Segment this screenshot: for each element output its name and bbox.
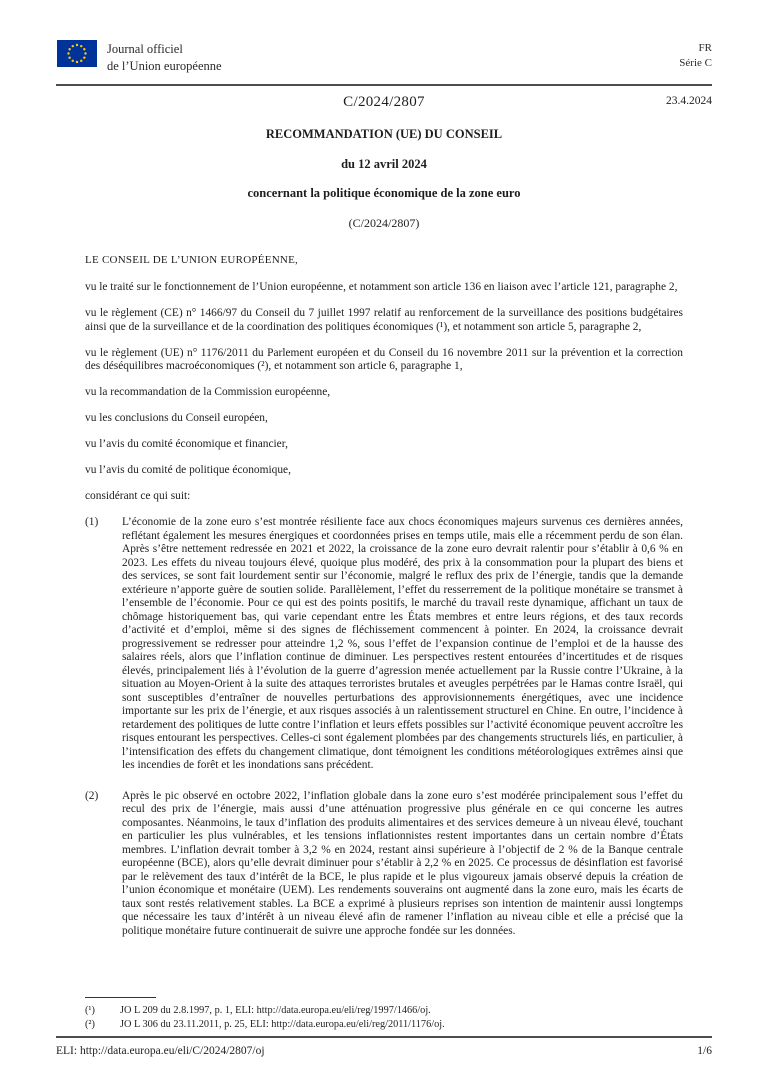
- series-label: Série C: [679, 56, 712, 69]
- recitals: [85, 516, 683, 938]
- footnote-2-marker: (²): [85, 1019, 95, 1030]
- footnote-separator: [85, 997, 156, 998]
- recital-2-number: (2): [85, 789, 99, 802]
- doc-number: C/2024/2807: [343, 94, 425, 110]
- docnum-row: [56, 94, 712, 114]
- recital-1: [85, 516, 683, 773]
- footnotes-block: [85, 997, 683, 1032]
- footer: [56, 1045, 712, 1057]
- footnote-1-text: JO L 209 du 2.8.1997, p. 1, ELI: http://data.europa.eu/eli/reg/1997/1466/oj.: [120, 1005, 431, 1016]
- citation-considering: considérant ce qui suit:: [85, 490, 191, 502]
- citation-commission-recommendation: vu la recommandation de la Commission européenne,: [85, 386, 331, 398]
- recital-1-text: L’économie de la zone euro s’est montrée résiliente face aux chocs économiques majeurs survenus ces dernières années, reflétant également les mesures énergiques et coordonnées prises en temps utile, mais elle a récemment perdu de son élan. Après s’être nettement redressée en 2021 et 2022, la croissance de la zone euro devrait ralentir pour s’établir à 0,6 % en 2023. Les effets du niveau toujours élevé, quoique plus modéré, des prix à la consommation pour la plupart des biens et des services, se sont fait lourdement sentir sur l’économie, malgré le reflux des prix de l’énergie, tandis que la demande extérieure n’apporte guère de soutien solide. Parallèlement, l’effet du resserrement de la politique monétaire se transmet à l’ensemble de l’économie. Pour ce qui est des points positifs, le marché du travail reste dynamique, affichant un taux de chômage historiquement bas, qui varie cependant entre les États membres et entre leurs régions, et des taux records d’activité et d’emploi, même si des signes de fléchissement commencent à pointer. En 2024, la croissance devrait progressivement se redresser pour atteindre 1,2 %, sous l’effet de l’expansion continue de l’emploi et de la hausse des salaires réels, alors que l’inflation continue de diminuer. Les perspectives restent entourées d’incertitudes et de risques élevés, principalement liés à l’évolution de la guerre d’agression menée actuellement par la Russie contre l’Ukraine, à la situation au Moyen-Orient à la suite des attaques terroristes brutales et aveugles perpétrées par le Hamas contre Israël, qui sont susceptibles d’entraîner de nouvelles perturbations des approvisionnements énergétiques, avec une incidence importante sur les prix de l’énergie, et aux risques associés à un ralentissement structurel en Chine. En outre, l’incidence à retardement des politiques de lutte contre l’inflation et leurs effets possibles sur l’activité économique peuvent accroître les risques entourant les perspectives. Celles-ci sont également plombées par des changements structurels liés, en particulier, à l’intensification des effets du changement climatique, dont témoignent les conditions météorologiques extrêmes ainsi que les incendies de forêt et les inondations sans précédent.: [122, 516, 683, 771]
- recital-2: [85, 790, 683, 939]
- recital-2-text: Après le pic observé en octobre 2022, l’inflation globale dans la zone euro s’est modérée principalement sous l’effet du recul des prix de l’énergie, mais aussi d’une atténuation progressive plus générale en ce qui concerne les autres composantes. Néanmoins, le taux d’inflation des produits alimentaires et des services demeure à un niveau élevé, touchant en particulier les plus vulnérables, et les tensions inflationnistes restent importantes dans un certain nombre d’États membres. L’inflation devrait tomber à 3,2 % en 2024, restant ainsi supérieure à l’objectif de 2 % de la Banque centrale européenne (BCE), alors qu’elle devrait diminuer pour s’établir à 2,2 % en 2025. Ce processus de désinflation est favorisé par le relèvement des taux d’intérêt de la BCE, le plus rapide et le plus vigoureux jamais observé depuis la création de l’union économique et monétaire (UEM). Les rendements souverains ont augmenté dans la zone euro, mais les écarts de taux sont restés relativement stables. La BCE a exprimé à plusieurs reprises son intention de maintenir aussi longtemps que nécessaire les taux d’intérêt à un niveau élevé afin de ramener l’inflation au niveau cible et elle a précisé que la politique monétaire future continuerait de suivre une approche fondée sur les données.: [122, 789, 683, 937]
- title-line-2: du 12 avril 2024: [341, 156, 427, 171]
- footer-rule: [56, 1036, 712, 1038]
- citation-council-conclusions: vu les conclusions du Conseil européen,: [85, 412, 268, 424]
- footnote-2-text: JO L 306 du 23.11.2011, p. 25, ELI: http://data.europa.eu/eli/reg/2011/1176/oj.: [120, 1019, 445, 1030]
- title-block: [0, 127, 768, 231]
- citation-epc-opinion: vu l’avis du comité de politique économique,: [85, 464, 291, 476]
- footer-page-number: 1/6: [697, 1045, 712, 1057]
- journal-title-line2: de l’Union européenne: [107, 58, 222, 73]
- citation-efc-opinion: vu l’avis du comité économique et financier,: [85, 438, 288, 450]
- header-language-block: [679, 40, 712, 70]
- footnote-1: [85, 1004, 683, 1018]
- journal-title-line1: Journal officiel: [107, 42, 183, 56]
- language-code: FR: [698, 42, 712, 54]
- eu-flag-icon: [57, 40, 97, 67]
- preamble-opening: LE CONSEIL DE L’UNION EUROPÉENNE,: [85, 253, 299, 266]
- citation-treaty: vu le traité sur le fonctionnement de l’Union européenne, et notamment son article 136 en liaison avec l’article 121, paragraphe 2,: [85, 281, 678, 293]
- footnote-2: [85, 1018, 683, 1032]
- doc-date: 23.4.2024: [666, 95, 712, 107]
- journal-title: [107, 40, 222, 74]
- footnote-1-marker: (¹): [85, 1005, 95, 1016]
- footer-eli: ELI: http://data.europa.eu/eli/C/2024/2807/oj: [56, 1045, 265, 1057]
- citation-regulation-1466-97: vu le règlement (CE) n° 1466/97 du Conseil du 7 juillet 1997 relatif au renforcement de la surveillance des positions budgétaires ainsi que de la surveillance et de la coordination des politiques économiques (¹), et notamment son article 5, paragraphe 2,: [85, 307, 683, 333]
- title-line-1: RECOMMANDATION (UE) DU CONSEIL: [265, 127, 503, 141]
- recital-1-number: (1): [85, 516, 99, 528]
- title-line-3: concernant la politique économique de la zone euro: [247, 186, 521, 200]
- title-doc-reference: (C/2024/2807): [348, 215, 420, 230]
- citation-regulation-1176-2011: vu le règlement (UE) n° 1176/2011 du Parlement européen et du Conseil du 16 novembre 2011 sur la prévention et la correction des déséquilibres macroéconomiques (²), et notamment son article 6, paragraphe 1,: [85, 346, 683, 372]
- document-body: [85, 254, 683, 939]
- header-rule: [56, 84, 712, 86]
- header: [57, 40, 712, 74]
